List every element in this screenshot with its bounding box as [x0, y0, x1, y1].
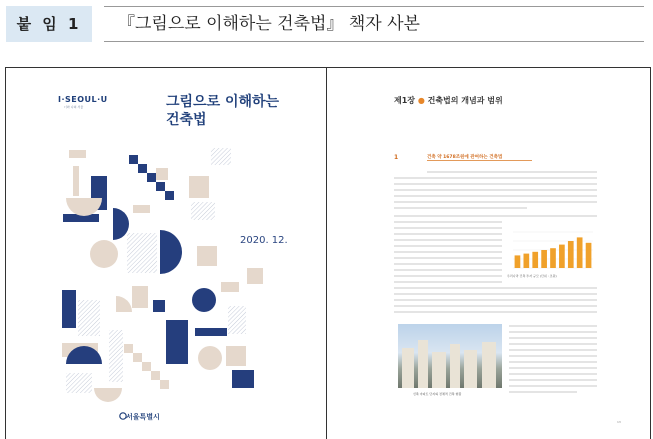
- building-4: [450, 344, 460, 388]
- page-number: 13: [617, 420, 621, 424]
- book-cover: [6, 68, 326, 439]
- chart-bar: [559, 245, 565, 268]
- chart-caption: 우리나라 건축 투자 규모 (단위 : 조원): [507, 274, 557, 278]
- chart-bar: [515, 255, 521, 268]
- building-1: [402, 348, 414, 388]
- chapter-number: 제1장: [394, 96, 416, 105]
- photo-caption: 신축 아파트 단지의 전체적 건축 현황: [413, 392, 462, 396]
- building-2: [418, 340, 428, 388]
- book-inner-page: [327, 68, 650, 439]
- apartment-photo: [398, 324, 502, 388]
- investment-bar-chart: [507, 228, 597, 290]
- chapter-title: 건축법의 개념과 범위: [427, 96, 503, 105]
- publisher-name: 서울특별시: [126, 413, 160, 421]
- chart-bars: [515, 237, 592, 268]
- seoul-logo-sub: 너와 나의 서울: [64, 105, 84, 109]
- attachment-header: [0, 0, 653, 50]
- chart-bar: [577, 237, 583, 268]
- section-number: 1: [394, 154, 399, 161]
- section-title: 건축 약 1678조원에 관여하는 건축법: [427, 154, 532, 161]
- chart-bar: [550, 248, 556, 268]
- building-3: [432, 352, 446, 388]
- building-6: [482, 342, 496, 388]
- attachment-badge: 붙 임 1: [6, 6, 92, 42]
- chart-bar: [586, 243, 592, 268]
- building-5: [464, 350, 477, 388]
- chart-bar: [541, 250, 547, 268]
- chart-bar: [568, 241, 574, 268]
- cover-date: 2020. 12.: [240, 235, 288, 246]
- cover-title-line1: 그림으로 이해하는: [166, 94, 280, 110]
- cover-geometric-pattern: [6, 68, 326, 439]
- cover-title-line2: 건축법: [166, 112, 207, 128]
- attachment-title: 『그림으로 이해하는 건축법』 책자 사본: [104, 6, 644, 42]
- chart-bar: [523, 254, 529, 268]
- bullet-dot-icon: ●: [417, 96, 428, 105]
- chart-bar: [532, 252, 538, 268]
- seoul-logo: I·SEOUL·U: [58, 95, 108, 104]
